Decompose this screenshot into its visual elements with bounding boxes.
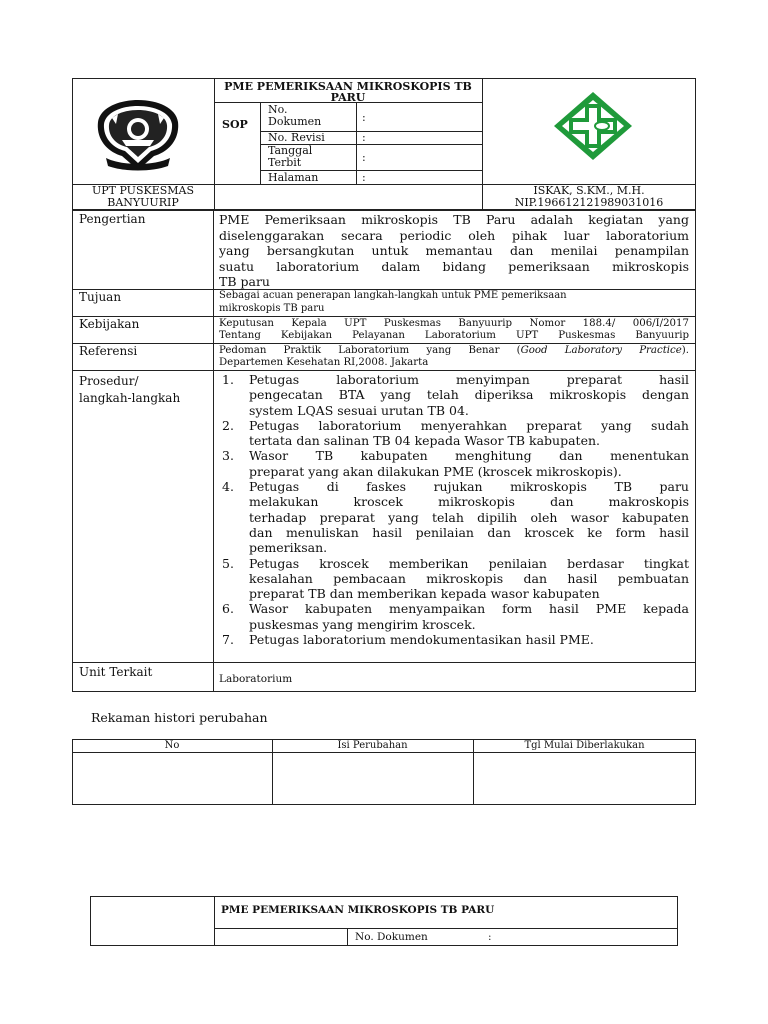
field-label-tanggal-terbit: Tanggal Terbit xyxy=(268,144,313,169)
procedure-step: 3. Wasor TB kabupaten menghitung dan menentukan preparat yang akan dilakukan PME (kroscek mikroskopis). xyxy=(222,448,689,479)
procedure-step: 5. Petugas kroscek memberikan penilaian berdasar tingkat kesalahan pembacaan mikroskopis dan hasil pembuatan preparat TB dan memberikan kepada wasor kabupaten xyxy=(222,555,689,602)
label-unit-terkait: Unit Terkait xyxy=(79,665,153,679)
org-name: UPT PUSKESMAS BANYUURIP xyxy=(91,184,195,209)
field-label-halaman: Halaman xyxy=(268,171,319,184)
procedure-step: 6. Wasor kabupaten menyampaikan form hasil PME kepada puskesmas yang mengirim kroscek. xyxy=(222,601,689,632)
page2-field-label: No. Dokumen xyxy=(355,931,428,943)
procedure-step: 2. Petugas laboratorium menyerahkan preparat yang sudah tertata dan salinan TB 04 kepada Wasor TB kabupaten. xyxy=(222,417,689,449)
history-title: Rekaman histori perubahan xyxy=(91,710,268,725)
page2-title: PME PEMERIKSAAN MIKROSKOPIS TB PARU xyxy=(221,904,495,916)
kebijakan-text: Keputusan Kepala UPT Puskesmas Banyuurip Nomor 188.4/ 006/I/2017 Tentang Kebijakan Pelayanan Laboratorium UPT Puskesmas Banyuurip xyxy=(219,318,689,341)
field-value-tanggal-terbit: : xyxy=(362,151,366,164)
signer-name: ISKAK, S.KM., M.H. NIP.196612121989031016 xyxy=(514,184,664,209)
referensi-text: Pedoman Praktik Laboratorium yang Benar (Good Laboratory Practice). Departemen Kesehatan RI,2008. Jakarta xyxy=(219,345,689,368)
field-label-no-revisi: No. Revisi xyxy=(268,131,325,144)
label-prosedur: Prosedur/ langkah-langkah xyxy=(79,374,181,405)
history-col-no: No xyxy=(164,740,180,751)
procedure-step: 4. Petugas di faskes rujukan mikroskopis TB paru melakukan kroscek mikroskopis dan makroskopis terhadap preparat yang telah dipilih oleh wasor kabupaten dan menuliskan hasil penilaian dan kroscek ke form hasil pemeriksan. xyxy=(222,479,689,556)
label-pengertian: Pengertian xyxy=(79,212,146,226)
tujuan-text: Sebagai acuan penerapan langkah-langkah untuk PME pemeriksaan mikroskopis TB paru xyxy=(219,290,567,314)
pengertian-text: PME Pemeriksaan mikroskopis TB Paru adalah kegiatan yang diselenggarakan secara periodic oleh pihak luar laboratorium yang bersangkutan untuk memantau dan menilai penampilan suatu laboratorium dalam bidang pemeriksaan mikroskopis TB paru xyxy=(219,212,689,289)
procedure-step: 7. Petugas laboratorium mendokumentasikan hasil PME. xyxy=(222,632,594,648)
field-value-halaman: : xyxy=(362,171,366,184)
sop-title: PME PEMERIKSAAN MIKROSKOPIS TB PARU xyxy=(224,80,472,104)
field-value-no-revisi: : xyxy=(362,131,366,144)
procedure-step: 1. Petugas laboratorium menyimpan preparat hasil pengecatan BTA yang telah diperiksa mikroskopis dengan system LQAS sesuai urutan TB 04. xyxy=(222,372,689,418)
unit-terkait-value: Laboratorium xyxy=(219,673,293,685)
procedure-steps xyxy=(222,372,689,648)
label-kebijakan: Kebijakan xyxy=(79,317,140,331)
field-label-no-dokumen: No. Dokumen xyxy=(268,103,322,128)
sop-label: SOP xyxy=(222,118,248,131)
puskesmas-cross-logo xyxy=(552,90,634,162)
history-col-tgl: Tgl Mulai Diberlakukan xyxy=(524,740,645,751)
page2-field-value: : xyxy=(488,931,492,943)
field-value-no-dokumen: : xyxy=(362,111,366,124)
label-tujuan: Tujuan xyxy=(79,290,122,304)
regency-seal-logo xyxy=(92,96,184,176)
history-col-isi: Isi Perubahan xyxy=(337,740,408,751)
label-referensi: Referensi xyxy=(79,344,138,358)
